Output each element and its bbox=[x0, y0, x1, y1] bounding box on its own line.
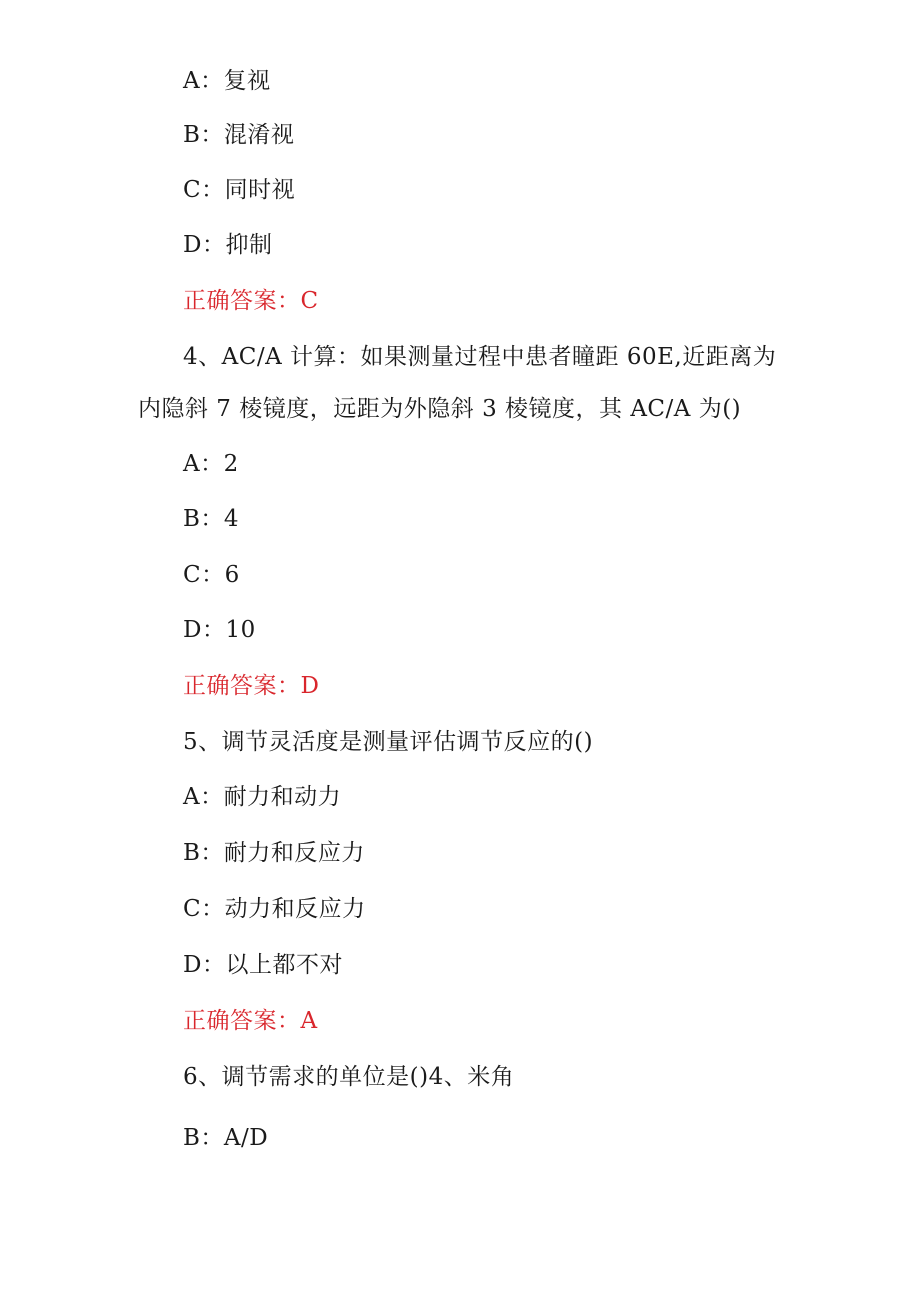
q5-option-a: A：耐力和动力 bbox=[183, 784, 342, 810]
q4-option-c: C：6 bbox=[183, 562, 240, 588]
q5-option-c: C：动力和反应力 bbox=[183, 896, 366, 922]
q4-answer: 正确答案：D bbox=[183, 673, 320, 699]
q4-option-d: D：10 bbox=[183, 617, 256, 643]
q4-question-line1: 4、AC/A 计算：如果测量过程中患者瞳距 60E,近距离为 bbox=[183, 344, 777, 370]
q5-option-b: B：耐力和反应力 bbox=[183, 840, 365, 866]
q3-option-d: D：抑制 bbox=[183, 232, 273, 258]
q3-option-c: C：同时视 bbox=[183, 177, 296, 203]
q5-answer: 正确答案：A bbox=[183, 1008, 318, 1034]
q6-option-b: B：A/D bbox=[183, 1125, 269, 1151]
q3-option-b: B：混淆视 bbox=[183, 122, 295, 148]
q5-option-d: D：以上都不对 bbox=[183, 952, 343, 978]
q4-option-a: A：2 bbox=[183, 451, 239, 477]
q3-option-a: A：复视 bbox=[183, 68, 271, 94]
q6-question-line1: 6、调节需求的单位是()4、米角 bbox=[183, 1064, 515, 1090]
q4-option-b: B：4 bbox=[183, 506, 240, 532]
q3-answer: 正确答案：C bbox=[183, 288, 319, 314]
q4-question-line2: 内隐斜 7 棱镜度，远距为外隐斜 3 棱镜度，其 AC/A 为() bbox=[138, 396, 742, 422]
q5-question-line1: 5、调节灵活度是测量评估调节反应的() bbox=[183, 729, 594, 755]
